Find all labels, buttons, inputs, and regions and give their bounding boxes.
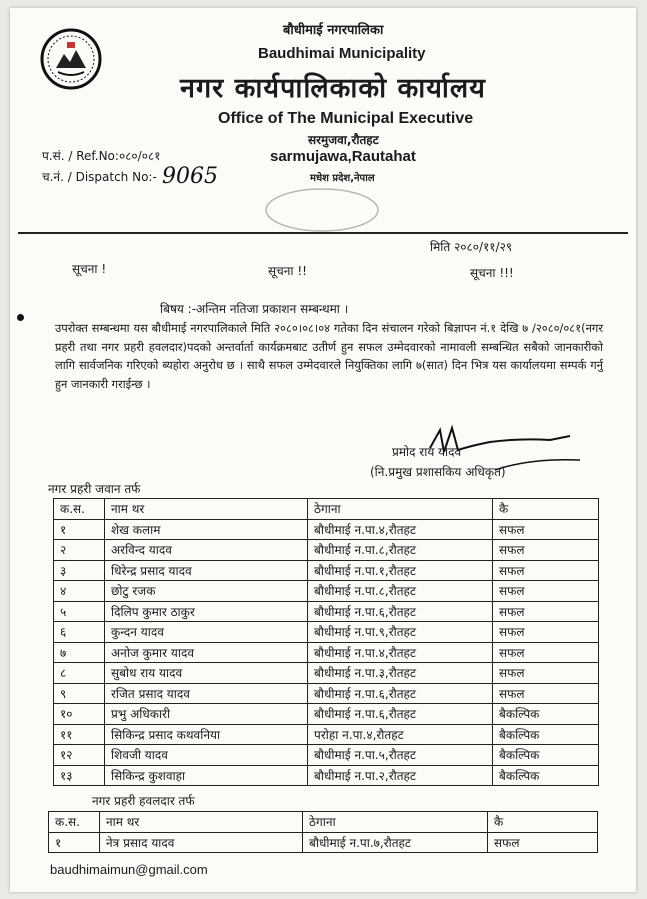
cell-address: बौधीमाई न.पा.६,रौतहट	[308, 601, 493, 622]
signatory-name: प्रमोद राय यादव	[392, 445, 462, 459]
office-email: baudhimaimun@gmail.com	[50, 862, 208, 877]
cell-result: सफल	[493, 622, 599, 643]
cell-serial: ३	[54, 560, 105, 581]
cell-address: परोहा न.पा.४,रौतहट	[308, 724, 493, 745]
cell-serial: २	[54, 540, 105, 561]
cell-serial: ९	[54, 683, 105, 704]
section-title-constable: नगर प्रहरी जवान तर्फ	[48, 482, 141, 496]
cell-serial: ७	[54, 642, 105, 663]
table-row	[54, 519, 599, 540]
results-table-constable	[53, 498, 599, 786]
notice-heading-1: सूचना !	[72, 262, 107, 276]
table-row	[54, 704, 599, 725]
col-header-result: कै	[493, 499, 599, 520]
table-row	[49, 832, 598, 853]
cell-serial: १२	[54, 745, 105, 766]
dispatch-number	[42, 168, 157, 185]
cell-name: नेत्र प्रसाद यादव	[100, 832, 303, 853]
cell-result: बैकल्पिक	[493, 745, 599, 766]
cell-name: सुबोध राय यादव	[105, 663, 308, 684]
cell-name: सिकिन्द्र कुशवाहा	[105, 765, 308, 786]
table-row	[54, 765, 599, 786]
cell-name: शेख कलाम	[105, 519, 308, 540]
cell-result: बैकल्पिक	[493, 724, 599, 745]
cell-name: शिवजी यादव	[105, 745, 308, 766]
header-divider	[18, 232, 628, 234]
cell-serial: ४	[54, 581, 105, 602]
date-label: मिति	[430, 240, 451, 254]
cell-result: सफल	[493, 663, 599, 684]
col-header-serial: क.स.	[49, 812, 100, 833]
cell-name: अनोज कुमार यादव	[105, 642, 308, 663]
cell-address: बौधीमाई न.पा.९,रौतहट	[308, 622, 493, 643]
table-row	[54, 642, 599, 663]
ref-label: प.सं. / Ref.No:	[42, 149, 119, 163]
reference-number	[42, 147, 160, 164]
col-header-address: ठेगाना	[303, 812, 488, 833]
cell-result: सफल	[493, 642, 599, 663]
municipality-name-en: Baudhimai Municipality	[258, 45, 426, 62]
cell-serial: १	[49, 832, 100, 853]
cell-name: दिलिप कुमार ठाकुर	[105, 601, 308, 622]
cell-result: सफल	[493, 683, 599, 704]
cell-address: बौधीमाई न.पा.१,रौतहट	[308, 560, 493, 581]
table-row	[54, 540, 599, 561]
results-table-havaldar	[48, 811, 598, 853]
table-row	[54, 745, 599, 766]
notice-heading-3: सूचना !!!	[470, 266, 514, 280]
cell-address: बौधीमाई न.पा.३,रौतहट	[308, 663, 493, 684]
cell-name: प्रभु अधिकारी	[105, 704, 308, 725]
cell-result: सफल	[488, 832, 598, 853]
signatory-title: (नि.प्रमुख प्रशासकिय अधिकृत)	[370, 465, 506, 479]
cell-result: बैकल्पिक	[493, 704, 599, 725]
cell-result: बैकल्पिक	[493, 765, 599, 786]
cell-name: कुन्दन यादव	[105, 622, 308, 643]
cell-result: सफल	[493, 560, 599, 581]
col-header-address: ठेगाना	[308, 499, 493, 520]
table-header-row	[54, 499, 599, 520]
office-title-np: नगर कार्यपालिकाको कार्यालय	[180, 73, 486, 104]
table-row	[54, 622, 599, 643]
subject-line: बिषय :-अन्तिम नतिजा प्रकाशन सम्बन्धमा ।	[160, 302, 349, 316]
cell-serial: ६	[54, 622, 105, 643]
location-en: sarmujawa,Rautahat	[270, 148, 416, 165]
table-row	[54, 683, 599, 704]
cell-address: बौधीमाई न.पा.७,रौतहट	[303, 832, 488, 853]
col-header-name: नाम थर	[105, 499, 308, 520]
cell-address: बौधीमाई न.पा.६,रौतहट	[308, 704, 493, 725]
col-header-serial: क.स.	[54, 499, 105, 520]
col-header-name: नाम थर	[100, 812, 303, 833]
municipality-name-np: बौधीमाई नगरपालिका	[283, 23, 384, 38]
cell-name: धिरेन्द्र प्रसाद यादव	[105, 560, 308, 581]
cell-name: अरविन्द यादव	[105, 540, 308, 561]
table-row	[54, 724, 599, 745]
cell-serial: १	[54, 519, 105, 540]
province-np: मधेश प्रदेश,नेपाल	[310, 173, 375, 184]
cell-serial: ११	[54, 724, 105, 745]
cell-address: बौधीमाई न.पा.८,रौतहट	[308, 540, 493, 561]
cell-serial: ५	[54, 601, 105, 622]
cell-address: बौधीमाई न.पा.६,रौतहट	[308, 683, 493, 704]
cell-address: बौधीमाई न.पा.४,रौतहट	[308, 519, 493, 540]
location-np: सरमुजवा,रौतहट	[308, 133, 379, 147]
cell-serial: १३	[54, 765, 105, 786]
notice-heading-2: सूचना !!	[268, 264, 307, 278]
notice-body: उपरोक्त सम्बन्धमा यस बौधीमाई नगरपालिकाले मिति २०८०।०८।०४ गतेका दिन संचालन गरेको बिज्ञापन नं.१ देखि ७ /२०८०/०८१(नगर प्रहरी तथा नगर प्रहरी हवलदार)पदको अन्तर्वार्ता कार्यक्रमबाट उतीर्ण हुन सफल उम्मेदवारको नामावली सम्बन्धित सबैको जानकारीको लागि सार्वजनिक गरिएको ब्यहोरा अनुरोध छ । साथै सफल उम्मेदवारले नियुक्तिका लागि ७(सात) दिन भित्र यस कार्यालयमा सम्पर्क गर्नु हुन जानकारी गराईन्छ ।	[55, 321, 603, 391]
cell-result: सफल	[493, 519, 599, 540]
office-title-en: Office of The Municipal Executive	[218, 110, 474, 127]
cell-serial: १०	[54, 704, 105, 725]
table-row	[54, 560, 599, 581]
cell-result: सफल	[493, 581, 599, 602]
date	[430, 238, 512, 255]
section-title-havaldar: नगर प्रहरी हवलदार तर्फ	[92, 794, 195, 808]
table-row	[54, 581, 599, 602]
municipality-logo	[40, 28, 102, 90]
cell-name: रजित प्रसाद यादव	[105, 683, 308, 704]
cell-result: सफल	[493, 540, 599, 561]
cell-address: बौधीमाई न.पा.४,रौतहट	[308, 642, 493, 663]
office-stamp	[262, 186, 382, 234]
cell-address: बौधीमाई न.पा.५,रौतहट	[308, 745, 493, 766]
ref-value: ०८०/०८१	[118, 149, 161, 163]
dispatch-value-handwritten: 9065	[162, 164, 218, 189]
dispatch-label: च.नं. / Dispatch No:-	[42, 170, 157, 184]
cell-address: बौधीमाई न.पा.२,रौतहट	[308, 765, 493, 786]
table-row	[54, 601, 599, 622]
punch-hole-mark	[17, 314, 24, 321]
cell-name: सिकिन्द्र प्रसाद कथवनिया	[105, 724, 308, 745]
cell-result: सफल	[493, 601, 599, 622]
date-value: २०८०/११/२९	[454, 240, 513, 254]
col-header-result: कै	[488, 812, 598, 833]
cell-address: बौधीमाई न.पा.८,रौतहट	[308, 581, 493, 602]
table-header-row	[49, 812, 598, 833]
cell-serial: ८	[54, 663, 105, 684]
cell-name: छोटु रजक	[105, 581, 308, 602]
table-row	[54, 663, 599, 684]
